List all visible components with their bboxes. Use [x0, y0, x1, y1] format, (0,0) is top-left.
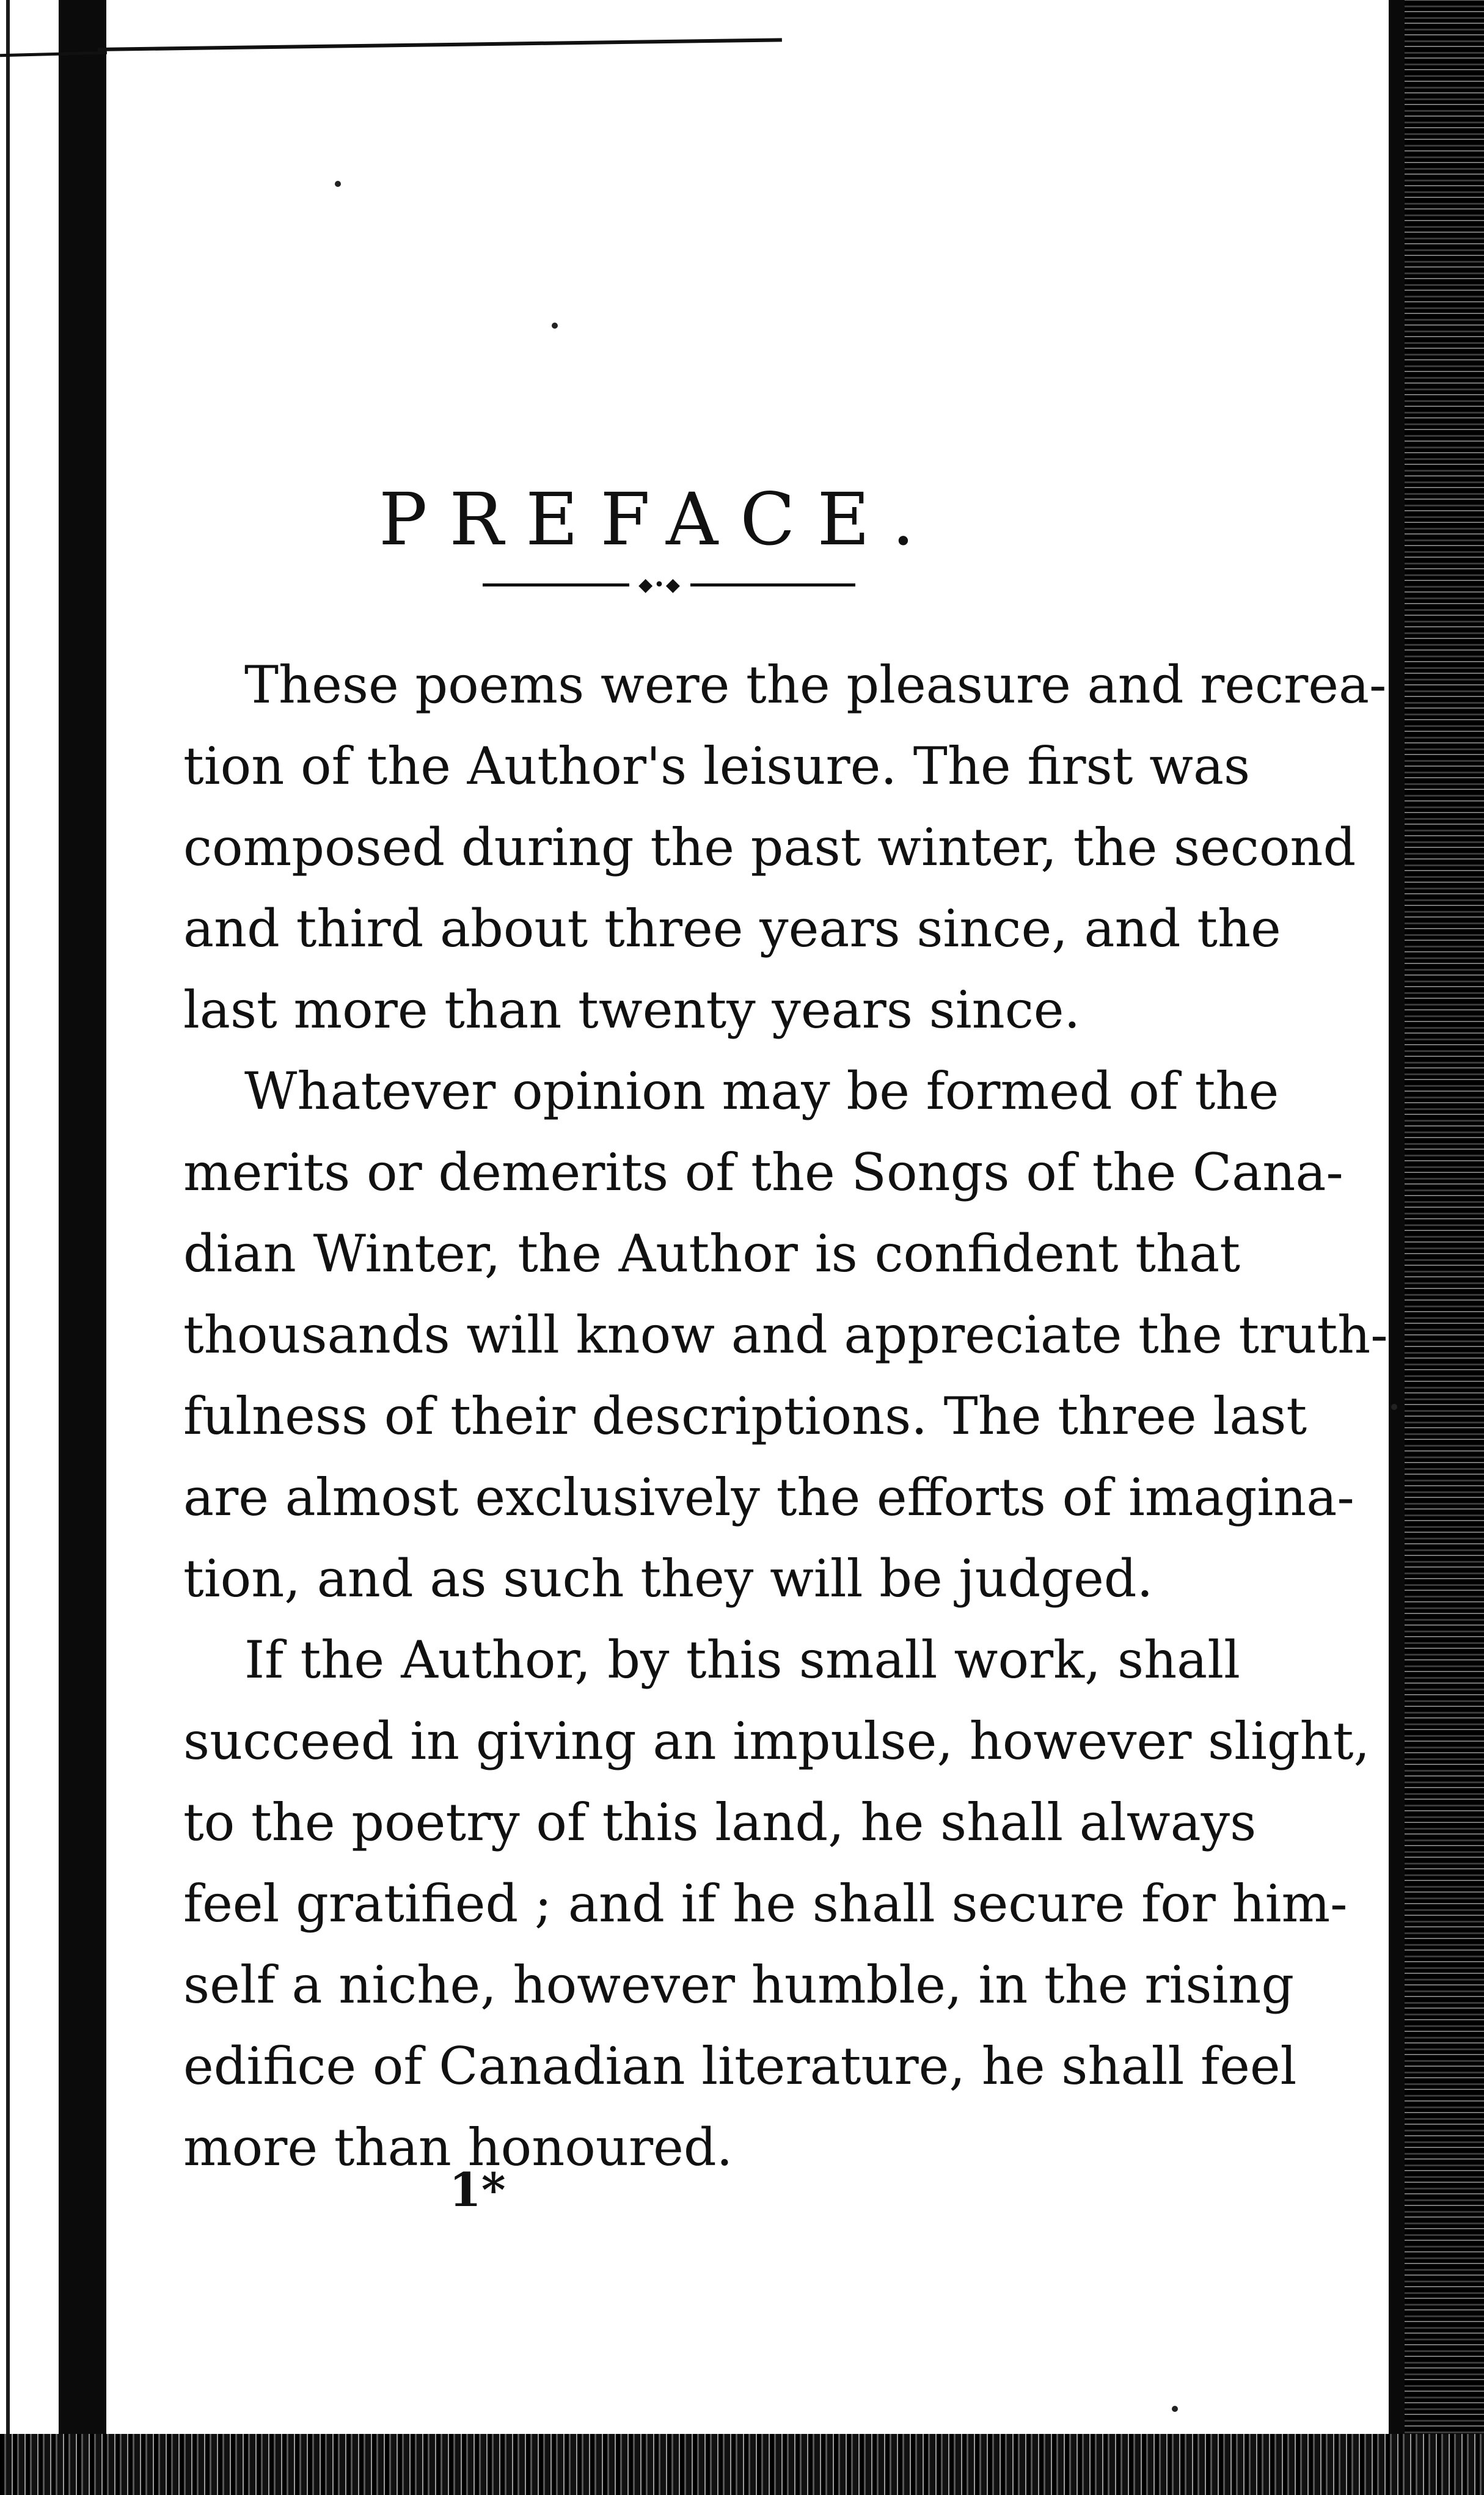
paragraph-2 — [122, 1051, 1388, 1620]
text-line: tion of the Author's leisure. The first was — [183, 736, 1251, 796]
text-line: and third about three years since, and the — [183, 899, 1281, 959]
ornament-glyph: ◆•◆ — [638, 574, 681, 596]
text-line: are almost exclusively the efforts of imagina- — [183, 1467, 1354, 1527]
text-line: merits or demerits of the Songs of the Cana- — [183, 1142, 1343, 1202]
scan-speck — [1391, 1404, 1397, 1410]
right-edge-shadow — [1389, 0, 1405, 2495]
text-line: Whatever opinion may be formed of the — [244, 1061, 1279, 1121]
paragraph-1 — [122, 645, 1387, 1051]
scan-speck — [1172, 2406, 1178, 2412]
paragraph-3 — [122, 1620, 1370, 2188]
text-line: edifice of Canadian literature, he shall feel — [183, 2036, 1297, 2096]
text-line: If the Author, by this small work, shall — [244, 1630, 1240, 1690]
text-line: thousands will know and appreciate the truth- — [183, 1305, 1388, 1365]
title-ornament-divider — [483, 573, 855, 597]
text-line: more than honoured. — [183, 2117, 733, 2177]
page-title: PREFACE. — [379, 477, 937, 562]
binding-dark-bar — [59, 0, 106, 2495]
text-line: feel gratified ; and if he shall secure for him- — [183, 1874, 1348, 1934]
text-line: succeed in giving an impulse, however slight, — [183, 1711, 1370, 1771]
text-line: tion, and as such they will be judged. — [183, 1549, 1153, 1609]
ornament-rule-right — [690, 583, 855, 586]
text-line: last more than twenty years since. — [183, 980, 1081, 1040]
text-line: fulness of their descriptions. The three last — [183, 1386, 1307, 1446]
ornament-rule-left — [483, 583, 629, 586]
text-line: These poems were the pleasure and recrea- — [244, 655, 1387, 715]
text-line: to the poetry of this land, he shall always — [183, 1792, 1257, 1852]
signature-mark: 1* — [449, 2163, 506, 2217]
top-edge-rule — [98, 38, 782, 51]
scan-speck — [335, 181, 341, 187]
right-page-edge — [1405, 0, 1484, 2495]
scan-speck — [552, 323, 558, 329]
left-binding-edge — [0, 0, 107, 2495]
text-line: self a niche, however humble, in the rising — [183, 1955, 1295, 2015]
text-line: dian Winter, the Author is confident that — [183, 1224, 1240, 1284]
binding-thin-line — [6, 0, 10, 2495]
preface-body — [122, 645, 1388, 2188]
text-line: composed during the past winter, the second — [183, 817, 1356, 877]
bottom-page-edge — [0, 2434, 1484, 2495]
